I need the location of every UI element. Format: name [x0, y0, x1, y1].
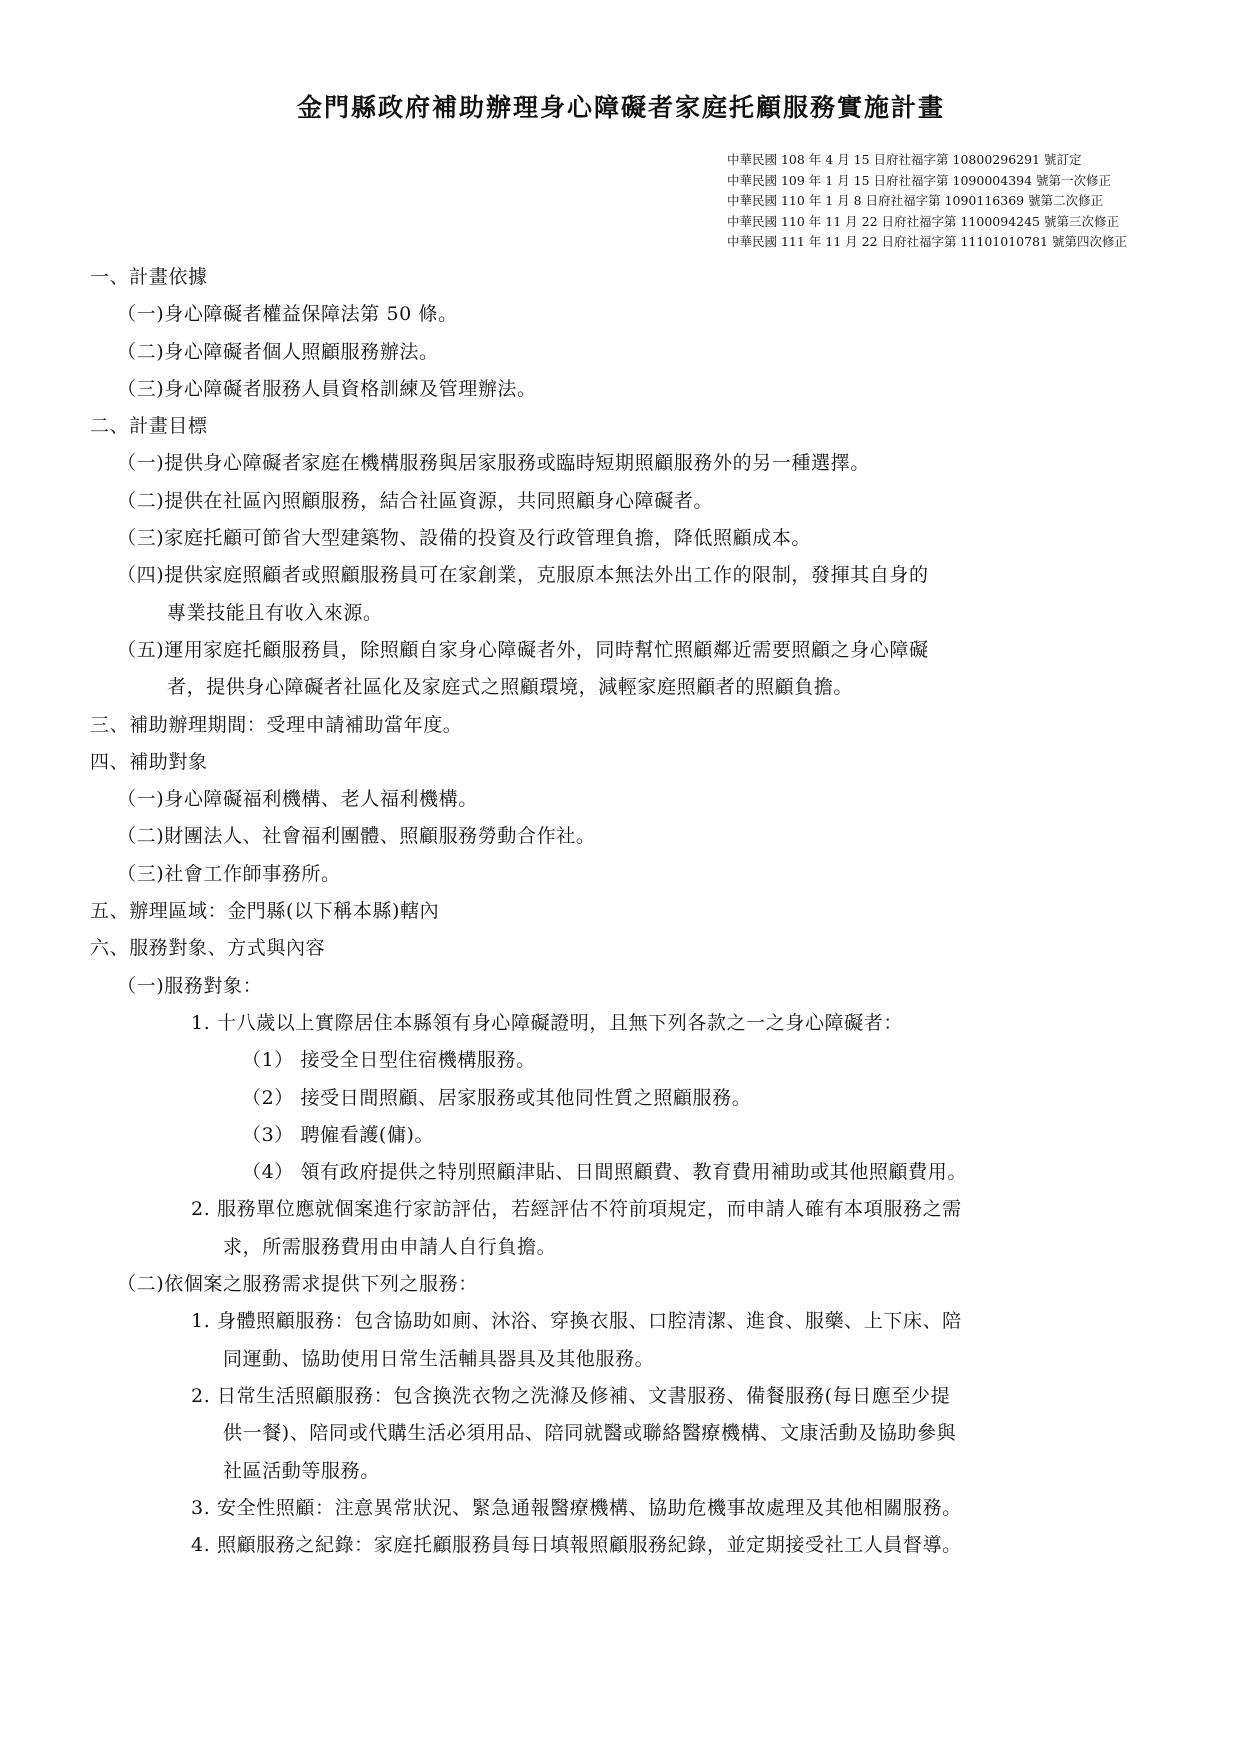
section-heading: 二、計畫目標 [90, 415, 208, 438]
document-body [0, 259, 1242, 1564]
clause: （一)提供身心障礙者家庭在機構服務與居家服務或臨時短期照顧服務外的另一種選擇。 [117, 452, 870, 475]
sub-sub-item: （1） 接受全日型住宿機構服務。 [242, 1049, 536, 1072]
sub-item-continuation: 同運動、協助使用日常生活輔具器具及其他服務。 [223, 1347, 655, 1370]
section-heading: 四、補助對象 [90, 750, 208, 773]
clause: （五)運用家庭托顧服務員，除照顧自家身心障礙者外，同時幫忙照顧鄰近需要照顧之身心障礙 [117, 638, 929, 661]
section-heading: 五、辦理區域：金門縣(以下稱本縣)轄內 [90, 900, 440, 923]
section-heading: 六、服務對象、方式與內容 [90, 937, 326, 960]
amendment-history [727, 150, 1237, 253]
history-line: 中華民國 110 年 1 月 8 日府社福字第 1090116369 號第二次修正 [727, 193, 1104, 208]
clause: （一)身心障礙福利機構、老人福利機構。 [117, 788, 478, 811]
history-line: 中華民國 108 年 4 月 15 日府社福字第 10800296291 號訂定 [727, 152, 1082, 167]
sub-item: 1. 身體照顧服務：包含協助如廁、沐浴、穿換衣服、口腔清潔、進食、服藥、上下床、陪 [191, 1310, 962, 1333]
clause: （二)依個案之服務需求提供下列之服務： [117, 1273, 478, 1296]
clause: （二)財團法人、社會福利團體、照顧服務勞動合作社。 [117, 825, 596, 848]
clause: （一)身心障礙者權益保障法第 50 條。 [117, 303, 458, 326]
sub-sub-item: （2） 接受日間照顧、居家服務或其他同性質之照顧服務。 [242, 1086, 752, 1109]
history-line: 中華民國 111 年 11 月 22 日府社福字第 11101010781 號第四次修正 [727, 234, 1127, 249]
sub-item: 1. 十八歲以上實際居住本縣領有身心障礙證明，且無下列各款之一之身心障礙者： [191, 1011, 903, 1034]
clause: （一)服務對象： [117, 974, 263, 997]
sub-item-continuation: 社區活動等服務。 [223, 1459, 380, 1482]
sub-item: 3. 安全性照顧：注意異常狀況、緊急通報醫療機構、協助危機事故處理及其他相關服務。 [191, 1496, 962, 1519]
sub-sub-item: （3） 聘僱看護(傭)。 [242, 1123, 435, 1146]
sub-item-continuation: 求，所需服務費用由申請人自行負擔。 [223, 1235, 557, 1258]
document-title: 金門縣政府補助辦理身心障礙者家庭托顧服務實施計畫 [296, 93, 945, 122]
section-heading: 一、計畫依據 [90, 266, 208, 288]
clause: （三)身心障礙者服務人員資格訓練及管理辦法。 [117, 377, 537, 400]
sub-sub-item: （4） 領有政府提供之特別照顧津貼、日間照顧費、教育費用補助或其他照顧費用。 [242, 1161, 967, 1184]
clause: （二)身心障礙者個人照顧服務辦法。 [117, 340, 439, 363]
clause: （三)社會工作師事務所。 [117, 862, 341, 885]
history-line: 中華民國 110 年 11 月 22 日府社福字第 1100094245 號第三次修正 [727, 213, 1119, 229]
sub-item: 4. 照顧服務之紀錄：家庭托顧服務員每日填報照顧服務紀錄，並定期接受社工人員督導。 [191, 1534, 962, 1557]
clause-continuation: 者，提供身心障礙者社區化及家庭式之照顧環境，減輕家庭照顧者的照顧負擔。 [167, 676, 854, 699]
clause: （四)提供家庭照顧者或照顧服務員可在家創業，克服原本無法外出工作的限制，發揮其自身的 [117, 564, 929, 587]
history-line: 中華民國 109 年 1 月 15 日府社福字第 1090004394 號第一次修正 [727, 172, 1112, 188]
clause-continuation: 專業技能且有收入來源。 [167, 601, 383, 624]
sub-item: 2. 日常生活照顧服務：包含換洗衣物之洗滌及修補、文書服務、備餐服務(每日應至少提 [191, 1384, 951, 1407]
sub-item-continuation: 供一餐)、陪同或代購生活必須用品、陪同就醫或聯絡醫療機構、文康活動及協助參與 [223, 1422, 957, 1445]
clause: （三)家庭托顧可節省大型建築物、設備的投資及行政管理負擔，降低照顧成本。 [117, 527, 812, 550]
section-heading: 三、補助辦理期間：受理申請補助當年度。 [90, 713, 463, 736]
sub-item: 2. 服務單位應就個案進行家訪評估，若經評估不符前項規定，而申請人確有本項服務之需 [191, 1198, 962, 1221]
clause: （二)提供在社區內照顧服務，結合社區資源，共同照顧身心障礙者。 [117, 489, 714, 512]
